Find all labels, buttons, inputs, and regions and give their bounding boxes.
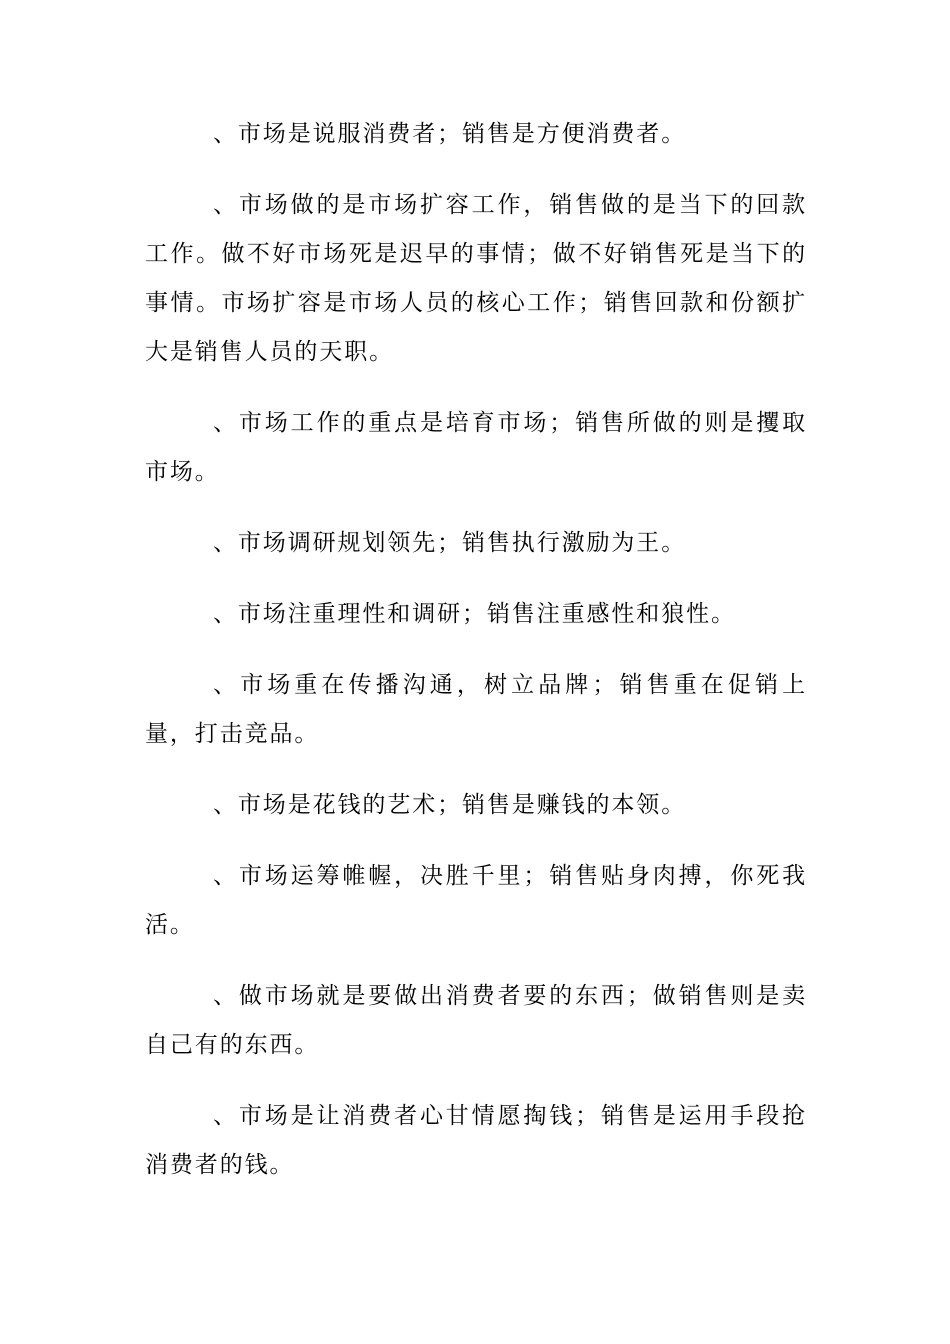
paragraph: 、做市场就是要做出消费者要的东西；做销售则是卖自己有的东西。 [145,983,807,1058]
paragraph: 、市场重在传播沟通，树立品牌；销售重在促销上量，打击竞品。 [145,672,807,747]
paragraph: 、市场运筹帷幄，决胜千里；销售贴身肉搏，你死我活。 [145,863,807,938]
document-body [145,110,807,1212]
paragraph: 、市场调研规划领先；销售执行激励为王。 [213,530,687,556]
paragraph: 、市场做的是市场扩容工作，销售做的是当下的回款工作。做不好市场死是迟早的事情；做不好销售死是当下的事情。市场扩容是市场人员的核心工作；销售回款和份额扩大是销售人员的天职。 [145,192,807,365]
paragraph: 、市场是说服消费者；销售是方便消费者。 [213,121,687,147]
paragraph: 、市场注重理性和调研；销售注重感性和狼性。 [213,601,736,627]
paragraph: 、市场是让消费者心甘情愿掏钱；销售是运用手段抢消费者的钱。 [145,1103,807,1178]
paragraph: 、市场工作的重点是培育市场；销售所做的则是攫取市场。 [145,410,807,485]
paragraph: 、市场是花钱的艺术；销售是赚钱的本领。 [213,792,687,818]
